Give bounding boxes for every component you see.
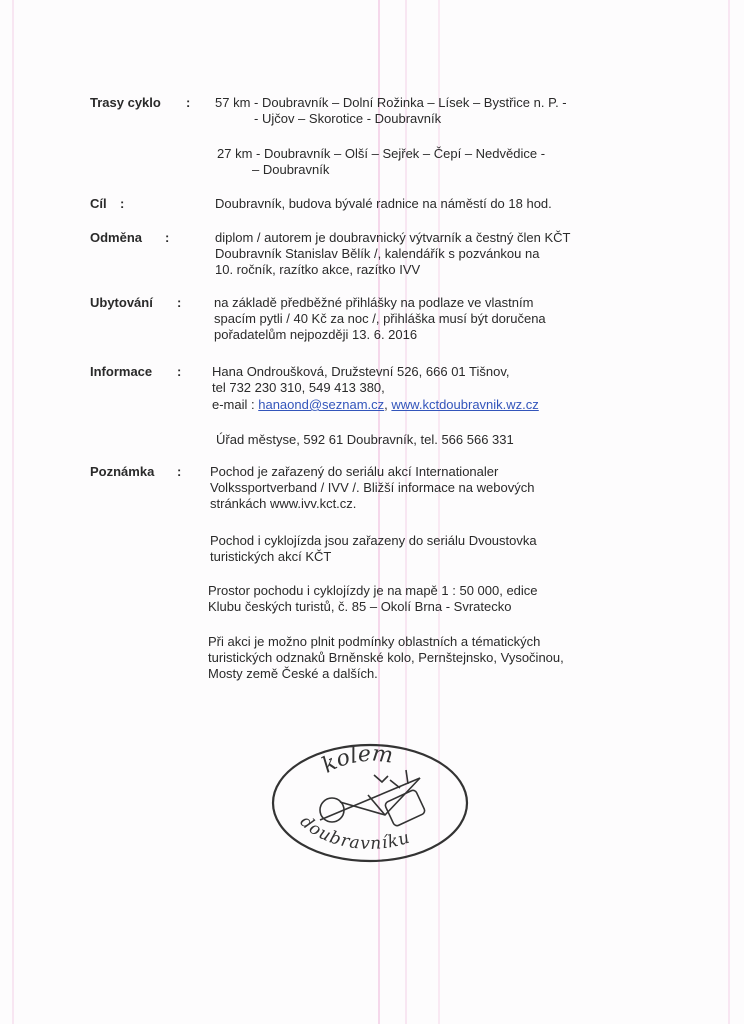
logo-bottom-text: doubravníku: [295, 811, 413, 855]
route-27-line1: 27 km - Doubravník – Olší – Sejřek – Čepí – Nedvědice -: [217, 146, 546, 161]
ubytovani-line2: spacím pytli / 40 Kč za noc /, přihláška musí být doručena: [214, 311, 546, 326]
kolem-doubravniku-logo: [270, 740, 470, 865]
poznamka-p1-line1: Pochod je zařazený do seriálu akcí Internationaler: [210, 464, 499, 479]
colon: :: [186, 95, 191, 110]
colon: :: [165, 230, 170, 245]
colon: :: [177, 464, 182, 479]
label-cil: Cíl: [90, 196, 107, 211]
ubytovani-line3: pořadatelům nejpozději 13. 6. 2016: [214, 327, 418, 342]
ubytovani-line1: na základě předběžné přihlášky na podlaze ve vlastním: [214, 295, 534, 310]
poznamka-p3-line2: Klubu českých turistů, č. 85 – Okolí Brna - Svratecko: [208, 599, 512, 614]
poznamka-p2-line1: Pochod i cyklojízda jsou zařazeny do seriálu Dvoustovka: [210, 533, 537, 548]
label-ubytovani: Ubytování: [90, 295, 153, 310]
website-link[interactable]: www.kctdoubravnik.wz.cz: [391, 397, 539, 412]
colon: :: [120, 196, 125, 211]
route-57-line1: 57 km - Doubravník – Dolní Rožinka – Lísek – Bystřice n. P. -: [215, 95, 567, 110]
poznamka-p2-line2: turistických akcí KČT: [210, 549, 332, 564]
scan-streak: [12, 0, 14, 1024]
odmena-line1: diplom / autorem je doubravnický výtvarník a čestný člen KČT: [215, 230, 571, 245]
scan-streak: [728, 0, 730, 1024]
odmena-line2: Doubravník Stanislav Bělík /, kalendářík s pozvánkou na: [215, 246, 540, 261]
colon: :: [177, 364, 182, 379]
logo-top-text: kolem: [317, 741, 395, 779]
poznamka-p4-line3: Mosty země České a dalších.: [208, 666, 378, 681]
colon: :: [177, 295, 182, 310]
poznamka-p1-line3: stránkách www.ivv.kct.cz.: [210, 496, 357, 511]
informace-contact-line: [212, 397, 539, 413]
label-trasy: Trasy cyklo: [90, 95, 161, 110]
email-link[interactable]: hanaond@seznam.cz: [258, 397, 385, 412]
email-prefix: e-mail :: [212, 397, 259, 412]
label-informace: Informace: [90, 364, 153, 379]
poznamka-p3-line1: Prostor pochodu i cyklojízdy je na mapě 1 : 50 000, edice: [208, 583, 538, 598]
poznamka-p4-line1: Při akci je možno plnit podmínky oblastních a tématických: [208, 634, 541, 649]
label-poznamka: Poznámka: [90, 464, 155, 479]
separator: ,: [384, 397, 392, 412]
poznamka-p1-line2: Volkssportverband / IVV /. Bližší informace na webových: [210, 480, 535, 495]
route-57-line2: - Ujčov – Skorotice - Doubravník: [254, 111, 442, 126]
informace-phone: tel 732 230 310, 549 413 380,: [212, 380, 385, 395]
odmena-line3: 10. ročník, razítko akce, razítko IVV: [215, 262, 421, 277]
bicycle-backpack-icon: [320, 770, 426, 827]
route-27-line2: – Doubravník: [252, 162, 330, 177]
cil-text: Doubravník, budova bývalé radnice na náměstí do 18 hod.: [215, 196, 552, 211]
poznamka-p4-line2: turistických odznaků Brněnské kolo, Pernštejnsko, Vysočinou,: [208, 650, 564, 665]
label-odmena: Odměna: [90, 230, 143, 245]
informace-address: Hana Ondroušková, Družstevní 526, 666 01 Tišnov,: [212, 364, 510, 379]
informace-office: Úřad městyse, 592 61 Doubravník, tel. 566 566 331: [216, 432, 514, 447]
